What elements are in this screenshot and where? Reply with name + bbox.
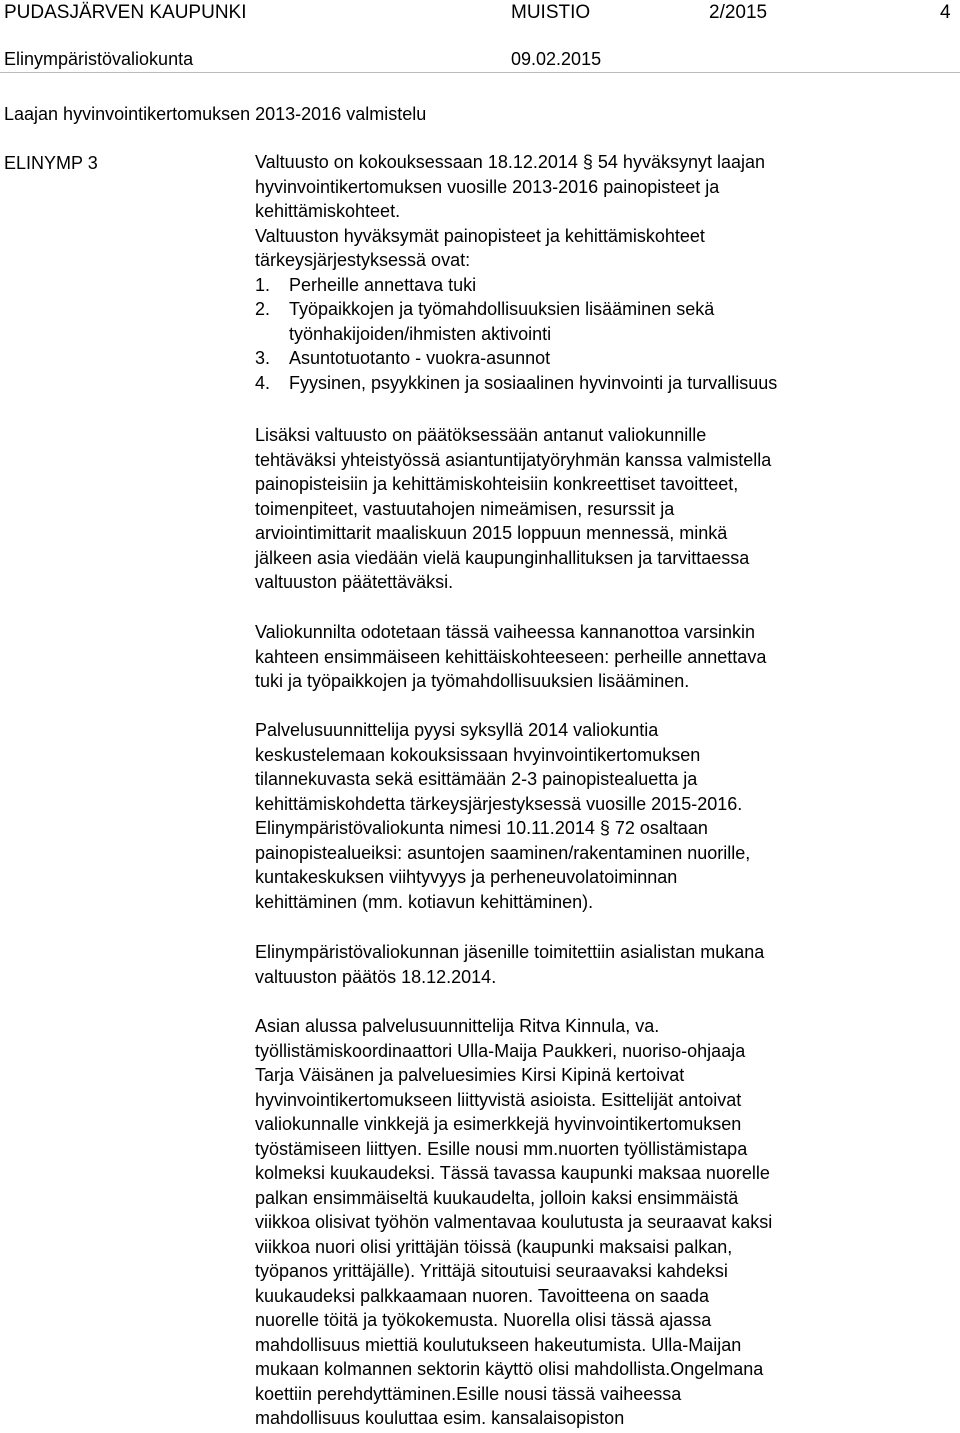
text-line: arviointimittarit maaliskuun 2015 loppuun mennessä, minkä [255,523,728,543]
text-line: painopisteisiin ja kehittämiskohteisiin konkreettiset tavoitteet, [255,474,739,494]
committee-name: Elinympäristövaliokunta [4,49,194,69]
item-title: Laajan hyvinvointikertomuksen 2013-2016 valmistelu [4,104,427,124]
text-line: palkan ensimmäiseltä kuukaudelta, jolloin kaksi ensimmäistä [255,1187,739,1208]
text-line: Valtuuston hyväksymät painopisteet ja kehittämiskohteet [255,225,705,246]
text-line: työllistämiskoordinaattori Ulla-Maija Paukkeri, nuoriso-ohjaaja [255,1040,746,1061]
paragraph [255,1014,895,1431]
text-line: kuukaudeksi palkkaamaan nuoren. Tavoitteena on saada [255,1285,709,1306]
item-body [255,150,895,395]
text-line: viikkoa nuori olisi yrittäjän töissä (kaupunki maksaisi palkan, [255,1236,733,1257]
list-text: Työpaikkojen ja työmahdollisuuksien lisääminen sekä [289,299,715,319]
text-line: painopistealueiksi: asuntojen saaminen/rakentaminen nuorille, [255,842,751,863]
paragraph [255,718,895,914]
paragraph [255,940,895,989]
priority-list [255,273,895,396]
text-line: Palvelusuunnittelija pyysi syksyllä 2014 valiokuntia [255,720,659,740]
text-line: valiokunnalle vinkkejä ja esimerkkejä hyvinvointikertomuksen [255,1114,742,1134]
text-line: jälkeen asia viedään vielä kaupunginhallituksen ja tarvittaessa [255,547,750,568]
text-line: työpanos yrittäjälle). Yrittäjä sitoutuisi seuraavaksi kahdeksi [255,1261,728,1281]
text-line: kehittämiskohdetta tärkeysjärjestyksessä vuosille 2015-2016. [255,793,743,814]
text-line: tärkeysjärjestyksessä ovat: [255,250,471,270]
text-line: kuntakeskuksen viihtyvyys ja perheneuvolatoiminnan [255,867,678,887]
meeting-date: 09.02.2015 [511,49,602,69]
text-line: keskustelemaan kokouksissaan hvyinvointikertomuksen [255,744,701,765]
intro-text [255,150,895,273]
document-type: MUISTIO [511,2,591,23]
text-line: tilannekuvasta sekä esittämään 2-3 painopistealuetta ja [255,769,698,789]
text-line: Valiokunnilta odotetaan tässä vaiheessa kannanottoa varsinkin [255,622,756,642]
text-line: tehtäväksi yhteistyössä asiantuntijatyöryhmän kanssa valmistella [255,449,772,470]
text-line: mukaan kolmannen sektorin käyttö olisi mahdollista.Ongelmana [255,1359,764,1379]
text-line: kehittämiskohteet. [255,201,401,221]
text-line: nuorelle töitä ja työkokemusta. Nuorella olisi tässä ajassa [255,1310,712,1330]
organization-name: PUDASJÄRVEN KAUPUNKI [4,2,247,23]
text-line: kehittäminen (mm. kotiavun kehittäminen). [255,891,594,912]
list-item [255,371,895,396]
list-item [255,346,895,371]
text-line: toimenpiteet, vastuutahojen nimeämisen, resurssit ja [255,498,675,519]
list-text: työnhakijoiden/ihmisten aktivointi [289,323,552,344]
list-text: Perheille annettava tuki [289,274,477,295]
list-number: 3. [255,348,271,368]
text-line: valtuuston päätös 18.12.2014. [255,966,497,987]
text-line: Valtuusto on kokouksessaan 18.12.2014 § 54 hyväksynyt laajan [255,152,766,172]
text-line: Tarja Väisänen ja palveluesimies Kirsi Kipinä kertoivat [255,1065,685,1085]
item-reference: ELINYMP 3 [4,153,98,173]
list-item [255,273,895,298]
text-line: mahdollisuus miettiä koulutukseen hakeutumista. Ulla-Maijan [255,1334,742,1355]
header-divider [0,72,960,73]
list-item [255,297,895,322]
list-number: 2. [255,299,271,319]
text-line: Asian alussa palvelusuunnittelija Ritva Kinnula, va. [255,1016,660,1036]
paragraph [255,620,895,694]
document-number: 2/2015 [709,2,768,23]
text-line: hyvinvointikertomukseen liittyvistä asioista. Esittelijät antoivat [255,1089,742,1110]
page-number: 4 [940,2,951,23]
text-line: hyvinvointikertomuksen vuosille 2013-2016 painopisteet ja [255,176,720,197]
text-line: Elinympäristövaliokunnan jäsenille toimitettiin asialistan mukana [255,942,765,962]
text-line: valtuuston päätettäväksi. [255,572,454,592]
text-line: Elinympäristövaliokunta nimesi 10.11.2014 § 72 osaltaan [255,818,708,838]
text-line: kahteen ensimmäiseen kehittäiskohteeseen: perheille annettava [255,646,767,667]
text-line: Lisäksi valtuusto on päätöksessään antanut valiokunnille [255,425,707,445]
text-line: mahdollisuus kouluttaa esim. kansalaisopiston [255,1408,625,1428]
paragraph [255,423,895,595]
list-number: 1. [255,274,271,295]
list-number: 4. [255,372,271,393]
text-line: kolmeksi kuukaudeksi. Tässä tavassa kaupunki maksaa nuorelle [255,1163,770,1183]
text-line: tuki ja työpaikkojen ja työmahdollisuuksien lisääminen. [255,671,690,691]
text-line: työstämiseen liittyen. Esille nousi mm.nuorten työllistämistapa [255,1138,748,1159]
text-line: viikkoa olisivat työhön valmentavaa koulutusta ja seuraavat kaksi [255,1212,773,1232]
text-line: koettiin perehdyttäminen.Esille nousi tässä vaiheessa [255,1383,682,1404]
list-text: Asuntotuotanto - vuokra-asunnot [289,348,551,368]
list-text: Fyysinen, psyykkinen ja sosiaalinen hyvinvointi ja turvallisuus [289,372,778,393]
